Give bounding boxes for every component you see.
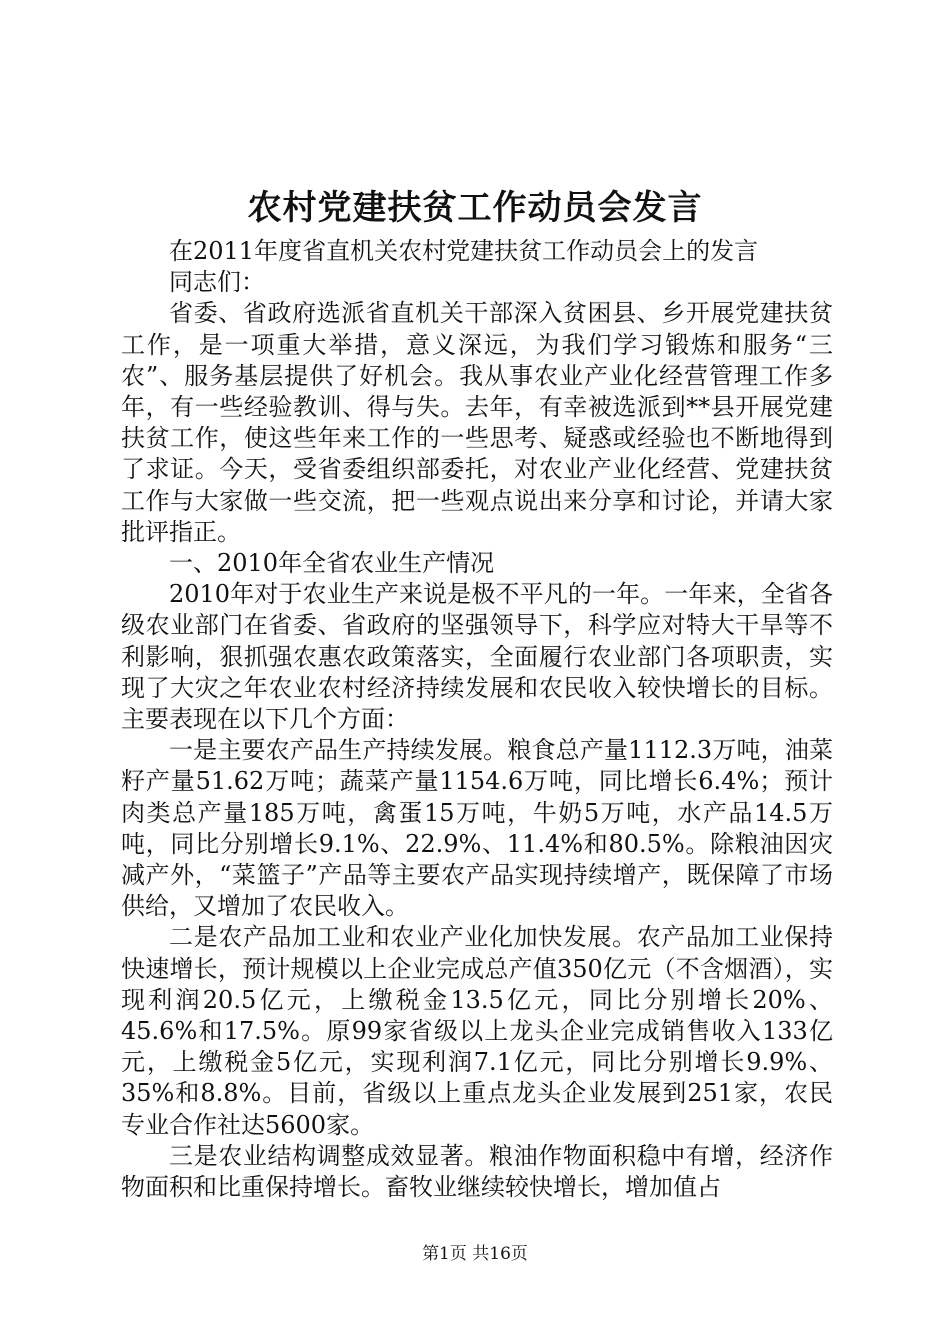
page-number-footer: 第1页 共16页 [422, 1244, 528, 1264]
page-title: 农村党建扶贫工作动员会发言 [247, 188, 703, 228]
salutation-paragraph: 同志们： [169, 268, 265, 297]
section-heading: 一、2010年全省农业生产情况 [169, 549, 495, 578]
document-body [121, 236, 833, 1203]
body-paragraph: 省委、省政府选派省直机关干部深入贫困县、乡开展党建扶贫工作，是一项重大举措，意义深远，为我们学习锻炼和服务“三农”、服务基层提供了好机会。我从事农业产业化经营管理工作多年，有一些经验教训、得与失。去年，有幸被选派到**县开展党建扶贫工作，使这些年来工作的一些思考、疑惑或经验也不断地得到了求证。今天，受省委组织部委托，对农业产业化经营、党建扶贫工作与大家做一些交流，把一些观点说出来分享和讨论，并请大家批评指正。 [121, 299, 833, 546]
body-paragraph: 2010年对于农业生产来说是极不平凡的一年。一年来，全省各级农业部门在省委、省政府的坚强领导下，科学应对特大干旱等不利影响，狠抓强农惠农政策落实，全面履行农业部门各项职责，实现了大灾之年农业农村经济持续发展和农民收入较快增长的目标。主要表现在以下几个方面： [121, 580, 833, 734]
body-paragraph: 一是主要农产品生产持续发展。粮食总产量1112.3万吨，油菜籽产量51.62万吨；蔬菜产量1154.6万吨，同比增长6.4%；预计肉类总产量185万吨，禽蛋15万吨，牛奶5万吨，水产品14.5万吨，同比分别增长9.1%、22.9%、11.4%和80.5%。除粮油因灾减产外，“菜篮子”产品等主要农产品实现持续增产，既保障了市场供给，又增加了农民收入。 [121, 736, 833, 921]
subtitle-paragraph: 在2011年度省直机关农村党建扶贫工作动员会上的发言 [169, 237, 759, 265]
body-paragraph: 二是农产品加工业和农业产业化加快发展。农产品加工业保持快速增长，预计规模以上企业完成总产值350亿元（不含烟酒），实现利润20.5亿元，上缴税金13.5亿元，同比分别增长20%、45.6%和17.5%。原99家省级以上龙头企业完成销售收入133亿元，上缴税金5亿元，实现利润7.1亿元，同比分别增长9.9%、35%和8.8%。目前，省级以上重点龙头企业发展到251家，农民专业合作社达5600家。 [121, 923, 833, 1139]
body-paragraph: 三是农业结构调整成效显著。粮油作物面积稳中有增，经济作物面积和比重保持增长。畜牧业继续较快增长，增加值占 [121, 1141, 833, 1202]
